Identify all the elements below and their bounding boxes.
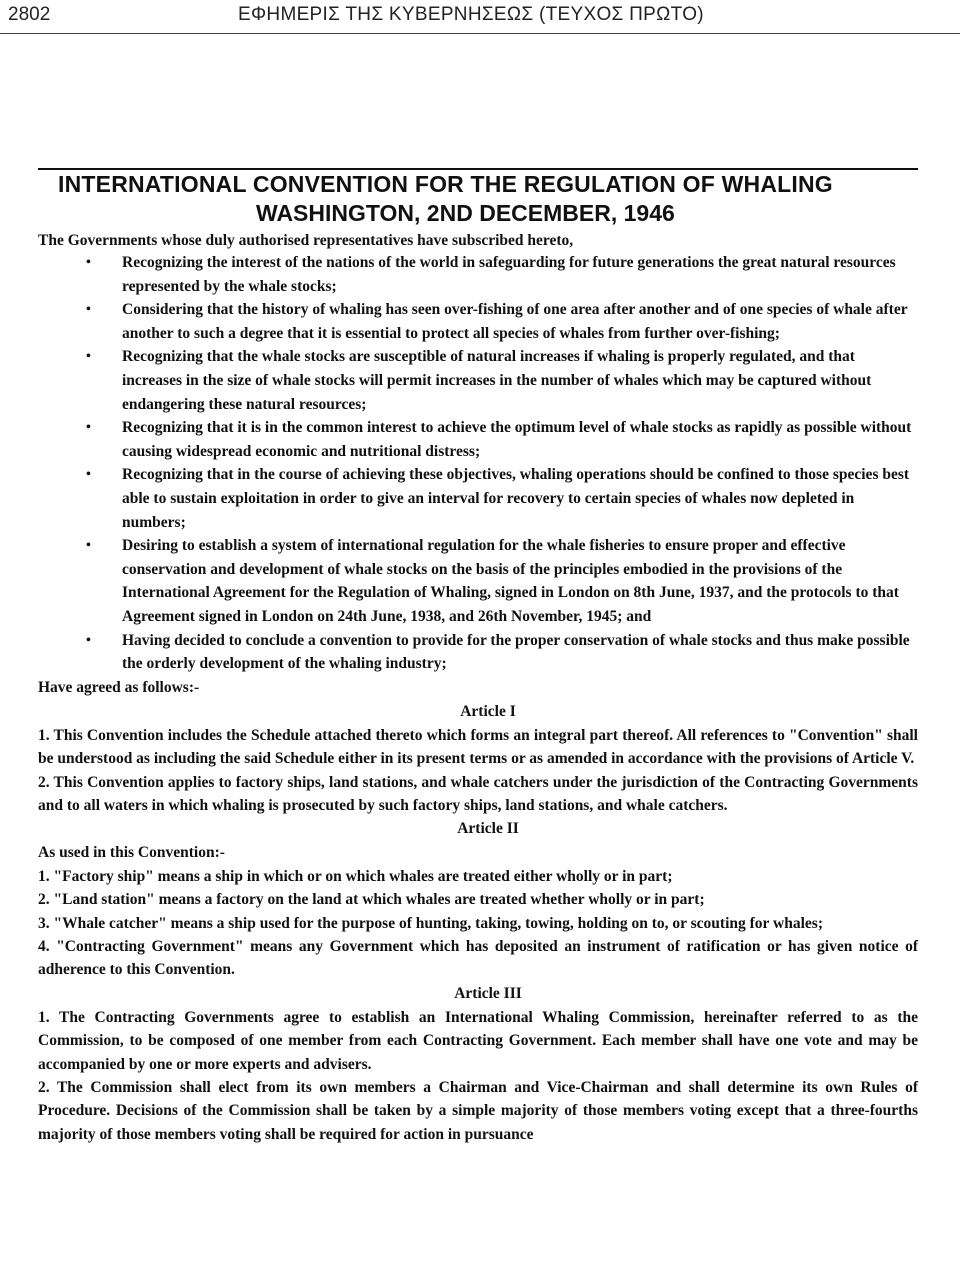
agreed-clause: Have agreed as follows:-	[38, 678, 200, 696]
recital-text: Recognizing that it is in the common interest to achieve the optimum level of whale stocks as rapidly as possible without causing widespread economic and nutritional distress;	[122, 419, 912, 460]
article-1-heading: Article I	[460, 702, 516, 720]
gazette-header	[8, 4, 954, 34]
recitals-list	[38, 251, 918, 676]
article-2-lead: As used in this Convention:-	[38, 844, 225, 862]
bullet-icon: •	[86, 255, 91, 270]
article-3-paragraph: 2. The Commission shall elect from its own members a Chairman and Vice-Chairman and shall determine its own Rules of Procedure. Decisions of the Commission shall be taken by a simple majority of those members voting except that a three-fourths majority of those members voting shall be required for action in pursuance	[38, 1078, 918, 1143]
document-subtitle: WASHINGTON, 2ND DECEMBER, 1946	[256, 200, 675, 226]
preamble-intro: The Governments whose duly authorised representatives have subscribed hereto,	[38, 232, 574, 249]
definition-item: 1. "Factory ship" means a ship in which or on which whales are treated either wholly or in part;	[38, 867, 673, 885]
recital-item	[38, 534, 918, 628]
recital-text: Recognizing that the whale stocks are susceptible of natural increases if whaling is properly regulated, and that increases in the size of whale stocks will permit increases in the number of whales which may be captured without endangering these natural resources;	[122, 348, 872, 413]
page-number: 2802	[8, 4, 51, 25]
bullet-icon: •	[86, 632, 91, 648]
article-1-paragraph: 2. This Convention applies to factory ships, land stations, and whale catchers under the jurisdiction of the Contracting Governments and to all waters in which whaling is prosecuted by such factory ships, land stations, and whale catchers.	[38, 773, 918, 814]
definition-item: 3. "Whale catcher" means a ship used for the purpose of hunting, taking, towing, holding on to, or scouting for whales;	[38, 914, 823, 932]
definition-item: 4. "Contracting Government" means any Government which has deposited an instrument of ratification or has given notice of adherence to this Convention.	[38, 937, 918, 979]
recital-item	[38, 416, 918, 463]
bullet-icon: •	[86, 349, 91, 365]
article-1-paragraph: 1. This Convention includes the Schedule attached thereto which forms an integral part thereof. All references to "Convention" shall be understood as including the said Schedule either in its present terms or as amended in accordance with the provisions of Article V.	[38, 726, 918, 768]
recital-item	[38, 251, 918, 298]
bullet-icon: •	[86, 538, 91, 554]
article-3-paragraph: 1. The Contracting Governments agree to establish an International Whaling Commission, hereinafter referred to as the Commission, to be composed of one member from each Contracting Government. Each member shall have one vote and may be accompanied by one or more experts and advisers.	[38, 1008, 918, 1073]
document-title: INTERNATIONAL CONVENTION FOR THE REGULATION OF WHALING	[38, 168, 918, 199]
bullet-icon: •	[86, 467, 91, 483]
bullet-icon: •	[86, 420, 91, 436]
recital-item	[38, 463, 918, 534]
recital-text: Desiring to establish a system of international regulation for the whale fisheries to ensure proper and effective conservation and development of whale stocks on the basis of the principles embodied in the provisions of the International Agreement for the Regulation of Whaling, signed in London on 8th June, 1937, and the protocols to that Agreement signed in London on 24th June, 1938, and 26th November, 1945; and	[122, 537, 899, 625]
definition-item: 2. "Land station" means a factory on the land at which whales are treated whether wholly or in part;	[38, 891, 705, 909]
recital-item	[38, 298, 918, 345]
recital-item	[38, 345, 918, 416]
recital-text: Having decided to conclude a convention to provide for the proper conservation of whale stocks and thus make possible the orderly development of the whaling industry;	[122, 631, 910, 673]
article-2-heading: Article II	[457, 820, 519, 838]
recital-text: Considering that the history of whaling has seen over-fishing of one area after another and of one species of whale after another to such a degree that it is essential to protect all species of whales from further over-fishing;	[122, 301, 908, 342]
convention-document	[38, 168, 918, 1146]
recital-item	[38, 629, 918, 676]
gazette-title: ΕΦΗΜΕΡΙΣ ΤΗΣ ΚΥΒΕΡΝΗΣΕΩΣ (ΤΕΥΧΟΣ ΠΡΩΤΟ)	[238, 4, 704, 25]
recital-text: Recognizing that in the course of achieving these objectives, whaling operations should be confined to those species best able to sustain exploitation in order to give an interval for recovery to certain species of whales now depleted in numbers;	[122, 466, 910, 531]
header-divider	[0, 33, 960, 34]
article-3-heading: Article III	[454, 984, 522, 1002]
recital-text: Recognizing the interest of the nations of the world in safeguarding for future generations the great natural resources represented by the whale stocks;	[122, 254, 896, 295]
bullet-icon: •	[86, 302, 91, 318]
